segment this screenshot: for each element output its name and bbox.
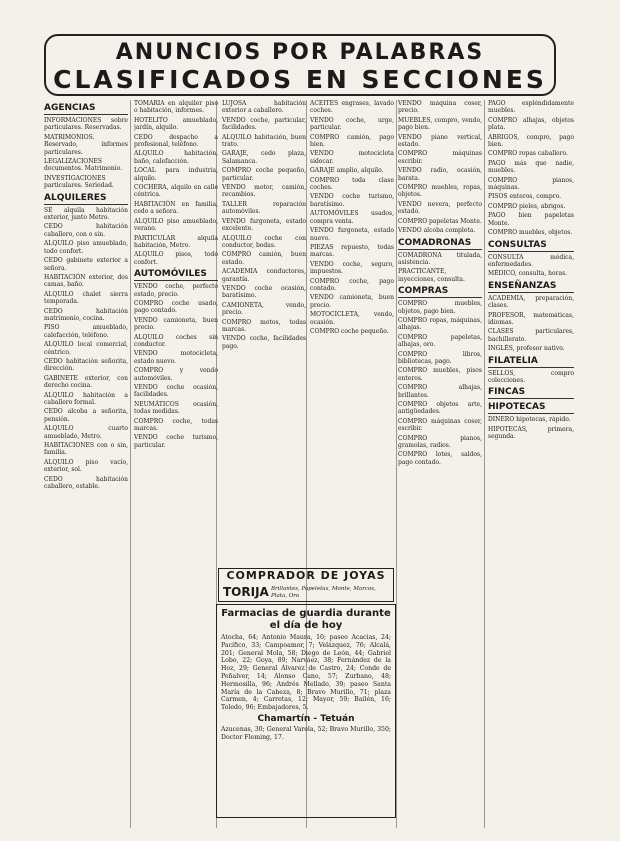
classified-ad: AUTOMÓVILES usados, compra venta. — [310, 210, 394, 225]
classified-ad: COMPRO alhajas, objetos plata. — [488, 116, 574, 132]
section-heading: ENSEÑANZAS — [488, 280, 574, 293]
classified-ad: PAGO espléndidamente muebles. — [488, 100, 574, 115]
classified-ad: VENDO coche, particular, facilidades. — [222, 116, 306, 132]
classified-ad: COMADRONA titulada, asistencia. — [398, 251, 482, 266]
classified-ad: CONSULTA médica, enfermedades. — [488, 253, 574, 268]
classified-ad: COMPRO toda clase coches. — [310, 176, 394, 192]
classified-ad: LUJOSA habitación exterior a caballero. — [222, 100, 306, 115]
classified-ad: COMPRO objetos arte, antigüedades. — [398, 401, 482, 416]
classified-ad: CAMIONETA, vendo, precio. — [222, 301, 306, 317]
classified-ad: VENDO furgoneta, estado nuevo. — [310, 227, 394, 242]
ad-column-5 — [398, 100, 482, 830]
classified-ad: VENDO camioneta, buen precio. — [134, 316, 218, 332]
section-heading: AGENCIAS — [44, 102, 128, 115]
classified-ad: ALQUILO habitación a caballero formal. — [44, 391, 128, 406]
classified-ad: TOMARÍA en alquiler piso o habitación, informes. — [134, 100, 218, 115]
section-heading: CONSULTAS — [488, 239, 574, 252]
classified-ad: COMPRO muebles, ropas, objetos. — [398, 184, 482, 199]
classified-ad: LEGALIZACIONES documentos. Matrimonio. — [44, 158, 123, 173]
classified-ad: VENDO motocicleta, estado nuevo. — [134, 350, 218, 365]
classified-ad: PISO amueblado, calefacción, teléfono. — [44, 324, 128, 339]
classified-ad: CLASES particulares, bachillerato. — [488, 328, 574, 343]
column-rule — [396, 100, 397, 828]
classified-ad: COMPRO lotes, saldos, pago contado. — [398, 451, 482, 466]
classified-ad: HOTELITO amueblado, jardín, alquilo. — [134, 116, 218, 132]
column-rule — [130, 100, 131, 828]
classified-ad: INFORMACIONES sobre particulares. Reservadas. — [44, 117, 128, 132]
classified-ad: COMPRO muebles, objetos. — [488, 229, 573, 237]
classified-ad: ABRIGOS, compro, pago bien. — [488, 133, 574, 149]
classified-ad: COMPRO muebles, objetos, pago bien. — [398, 300, 482, 315]
classified-ad: VENDO coche, urge, particular. — [310, 116, 394, 132]
classified-ad: DINERO hipotecas, rápido. — [488, 416, 571, 424]
classified-ad: COMPRO papeletas, alhajas, oro. — [398, 333, 482, 349]
classified-ad: COCHERA, alquilo en calle céntrica. — [134, 184, 218, 199]
classified-ad: COMPRO papeletas Monte. — [398, 217, 482, 225]
classified-ad: VENDO radio, ocasión, barata. — [398, 167, 482, 182]
classified-ad: PAGO más que nadie, muebles. — [488, 159, 574, 175]
ad-column-3 — [222, 100, 306, 562]
classified-ad: INVESTIGACIONES particulares. Seriedad. — [44, 174, 114, 190]
section-heading: HIPOTECAS — [488, 401, 574, 414]
classified-ad: COMPRO coche usado, pago contado. — [134, 299, 218, 315]
section-heading: AUTOMÓVILES — [134, 268, 218, 281]
classified-ad: COMPRO camión, pago bien. — [310, 133, 394, 149]
classified-ad: HABITACIÓN exterior, dos camas, baño. — [44, 273, 128, 289]
column-rule — [484, 100, 485, 828]
classified-ad: CEDO despacho a profesional, teléfono. — [134, 133, 218, 149]
classified-ad: VENDO motocicleta sidecar. — [310, 150, 394, 165]
classified-ad: TALLER reparación automóviles. — [222, 200, 306, 216]
pharmacies-list-2: Azucenas, 30; General Varela, 52; Bravo Murillo, 350; Doctor Fleming, 17. — [221, 725, 391, 741]
classified-ad: HIPOTECAS, primera, segunda. — [488, 425, 574, 441]
classified-ad: ALQUILO coche con conductor, bodas. — [222, 234, 306, 249]
classified-ad: COMPRO pianos, gramolas, radios. — [398, 434, 482, 450]
section-heading: FILATELIA — [488, 355, 574, 368]
section-heading: FINCAS — [488, 386, 574, 399]
classified-ad: VENDO furgoneta, estado excelente. — [222, 217, 306, 233]
classified-ad: VENDO coche ocasión, baratísimo. — [222, 284, 306, 300]
classified-ad: COMPRO máquinas escribir. — [398, 150, 482, 165]
classified-ad: COMPRO coche pequeño, particular. — [222, 167, 306, 182]
pharmacies-box — [216, 604, 396, 818]
classified-ad: NEUMÁTICOS ocasión, todas medidas. — [134, 400, 218, 416]
classified-ad: COMPRO ropas caballero. — [488, 150, 568, 158]
classified-ad: ALQUILO piso vacío, exterior, sol. — [44, 458, 128, 474]
classified-ad: COMPRO motos, todas marcas. — [222, 318, 306, 333]
classified-ad: COMPRO alhajas, brillantes. — [398, 384, 482, 399]
classified-ad: ALQUILO habitación, baño, calefacción. — [134, 150, 218, 165]
jewelry-name: TORIJA — [223, 585, 269, 599]
jewelry-buyer-box — [218, 568, 394, 602]
classified-ad: COMPRO libros, bibliotecas, pago. — [398, 350, 482, 365]
classified-ad: ALQUILO habitación, buen trato. — [222, 133, 306, 149]
classified-ad: VENDO coche, facilidades pago. — [222, 335, 306, 350]
classified-ad: GARAJE, cedo plaza, Salamanca. — [222, 150, 306, 165]
section-heading: ALQUILERES — [44, 192, 128, 205]
classified-ad: COMPRO pieles, abrigos. — [488, 202, 566, 210]
classified-ad: CEDO alcoba a señorita, pensión. — [44, 408, 128, 423]
classified-ad: GARAJE amplio, alquilo. — [310, 167, 384, 175]
classified-ad: SELLOS, compro colecciones. — [488, 369, 574, 384]
classified-ad: COMPRO muebles, pisos enteros. — [398, 367, 482, 382]
classified-ad: CEDO habitación caballero, estable. — [44, 475, 128, 491]
classified-ad: ALQUILO local comercial, céntrico. — [44, 341, 128, 356]
classified-ad: MÉDICO, consulta, horas. — [488, 270, 568, 278]
classified-ad: SE alquila habitación exterior, junto Metro. — [44, 206, 128, 222]
classified-ad: MOTOCICLETA, vendo, ocasión. — [310, 311, 394, 326]
classified-ad: VENDO motor, camión, recambios. — [222, 184, 306, 199]
pharmacies-list: Atocha, 64; Antonio Maura, 10; paseo Acacias, 24; Pacífico, 33; Campoamor, 7; Velázquez, 76; Alcalá, 201; General Mola, 58; Diego de León, 44; Gabriel Lobo, 22; Goya, 89; Narváez, 38; Fernández de la Hoz, 29; General Álvarez de Castro, 24; Conde de Peñalver, 14; Alonso Cano, 57; Zurbano, 48; Hermosilla, 96; Andrés Mellado, 39; paseo Santa María de la Cabeza, 8; Bravo Murillo, 71; plaza Carmen, 4; Carretas, 12; Mayor, 59; Bailén, 16; Toledo, 96; Embajadores, 5. — [221, 634, 391, 712]
classified-ad: PRACTICANTE, inyecciones, consulta. — [398, 268, 465, 283]
ad-column-4 — [310, 100, 394, 562]
classified-ad: VENDO coche, perfecto estado, precio. — [134, 283, 218, 298]
classified-banner — [44, 34, 556, 96]
classified-ad: ALQUILO coches sin conductor. — [134, 333, 218, 348]
classified-ad: ACADEMIA, preparación, clases. — [488, 294, 574, 310]
jewelry-title: COMPRADOR DE JOYAS — [226, 569, 386, 582]
classified-ad: VENDO nevera, perfecto estado. — [398, 200, 482, 216]
classified-ad: ALQUILO cuarto amueblado, Metro. — [44, 425, 128, 440]
ad-column-6 — [488, 100, 574, 830]
classified-ad: LOCAL para industria, alquilo. — [134, 167, 218, 182]
jewelry-details: Brillantes, Papeletas, Monte, Marcos, Plata, Oro — [271, 586, 376, 599]
classified-ad: PISOS enteros, compro. — [488, 193, 561, 201]
classified-ad: VENDO alcoba completa. — [398, 227, 476, 235]
pharmacies-title: Farmacias de guardia durante el día de hoy — [221, 608, 391, 631]
pharmacies-subtitle: Chamartín - Tetuán — [257, 713, 355, 724]
classified-ad: COMPRO y vendo automóviles. — [134, 367, 218, 382]
classified-ad: ACEITES engrases, lavado coches. — [310, 100, 394, 115]
classified-ad: CEDO habitación matrimonio, cocina. — [44, 307, 128, 322]
classified-ad: VENDO coche turismo, baratísimo. — [310, 193, 394, 208]
banner-line-1: ANUNCIOS POR PALABRAS — [115, 40, 485, 65]
classified-ad: PIEZAS repuesto, todas marcas. — [310, 243, 394, 259]
classified-ad: ALQUILO chalet sierra temporada. — [44, 290, 128, 306]
classified-ad: VENDO máquina coser, precio. — [398, 100, 482, 115]
classified-ad: ACADEMIA conductores, garantía. — [222, 268, 306, 283]
classified-ad: COMPRO coche pequeño. — [310, 327, 389, 335]
classified-ad: ALQUILO pisos, todo confort. — [134, 251, 218, 266]
classified-ad: COMPRO camión, buen estado. — [222, 251, 306, 266]
classified-ad: COMPRO ropas, máquinas, alhajas. — [398, 316, 482, 332]
section-heading: COMADRONAS — [398, 237, 482, 250]
classified-ad: VENDO camioneta, buen precio. — [310, 294, 394, 309]
classified-ad: VENDO coche, seguro, impuestos. — [310, 260, 394, 276]
classified-ad: PARTICULAR alquila habitación, Metro. — [134, 234, 218, 249]
classified-ad: VENDO coche turismo, particular. — [134, 434, 218, 449]
classified-ad: ALQUILO piso amueblado, verano. — [134, 217, 218, 233]
classified-ad: ALQUILO piso amueblado, todo confort. — [44, 240, 128, 255]
classified-ad: PROFESOR, matemáticas, idiomas. — [488, 311, 574, 326]
section-heading: COMPRAS — [398, 285, 482, 298]
classified-ad: INGLÉS, profesor nativo. — [488, 345, 565, 353]
classified-ad: VENDO piano vertical, estado. — [398, 133, 482, 149]
classified-ad: MUEBLES, compro, vendo, pago bien. — [398, 116, 482, 132]
classified-ad: HABITACIÓN en familia, cedo a señora. — [134, 200, 218, 216]
classified-ad: CEDO habitación caballero, con o sin. — [44, 223, 128, 238]
classified-ad: HABITACIONES con o sin, familia. — [44, 442, 128, 457]
classified-ad: MATRIMONIOS. Reservado, informes particulares. — [44, 133, 128, 156]
classified-ad: VENDO coche ocasión, facilidades. — [134, 384, 218, 399]
classified-ad: PAGO bien papeletas Monte. — [488, 212, 574, 227]
classified-ad: GABINETE exterior, con derecho cocina. — [44, 374, 128, 390]
classified-ad: COMPRO coche, todas marcas. — [134, 417, 218, 433]
banner-line-2: CLASIFICADOS EN SECCIONES — [53, 65, 547, 94]
classified-ad: CEDO gabinete exterior a señora. — [44, 257, 128, 272]
classified-ad: COMPRO pianos, máquinas. — [488, 176, 574, 192]
ad-column-1 — [44, 100, 128, 830]
ad-column-2 — [134, 100, 218, 830]
classified-ad: COMPRO máquinas coser, escribir. — [398, 417, 482, 433]
classified-ad: CEDO habitación señorita, dirección. — [44, 357, 128, 373]
classified-ad: COMPRO coche, pago contado. — [310, 277, 394, 292]
